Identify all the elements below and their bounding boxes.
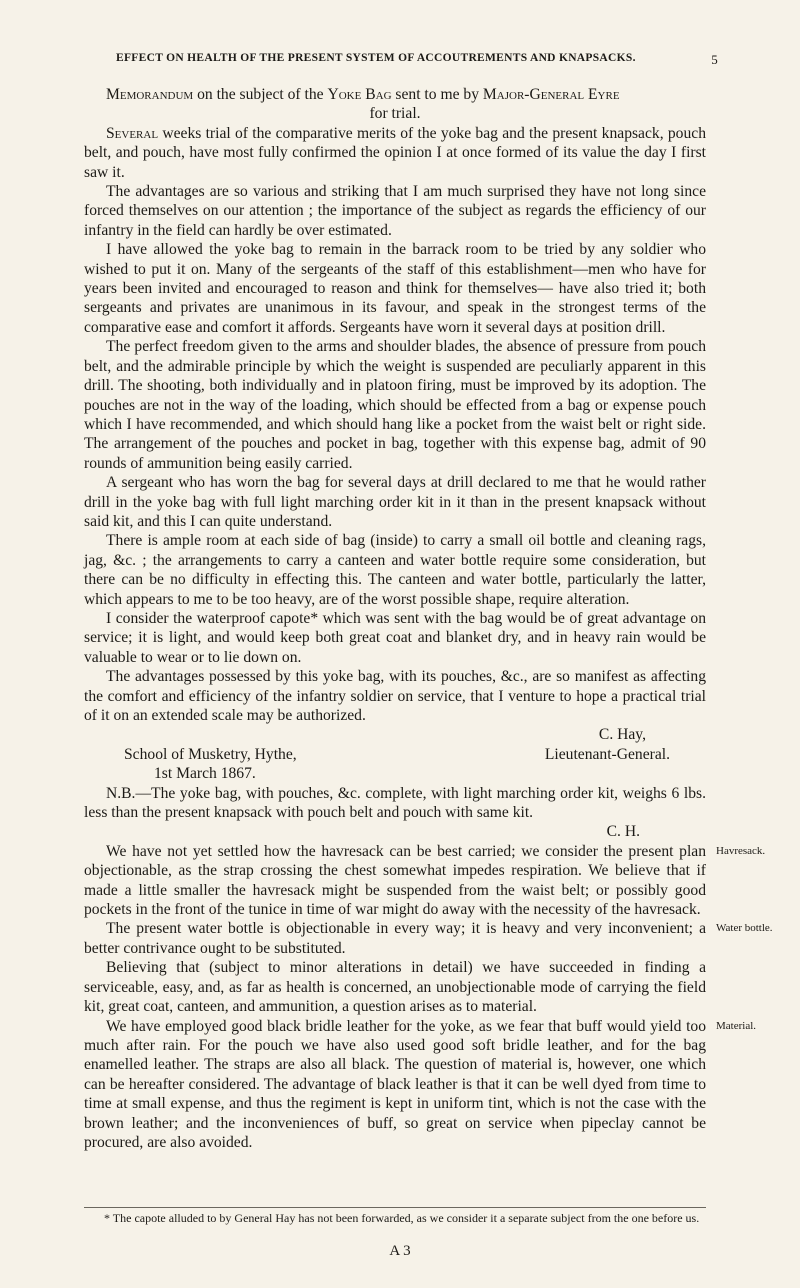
margin-note-havresack: Havresack. bbox=[716, 844, 766, 857]
signer-rank: Lieutenant-General. bbox=[544, 745, 670, 763]
section-water-bottle-text: The present water bottle is objectionable in every way; it is heavy and very inconvenient; a better contrivance ought to be substituted. bbox=[84, 920, 706, 957]
footnote-rule bbox=[84, 1207, 706, 1208]
memo-title-word-yoke-bag: Yoke Bag bbox=[327, 86, 392, 103]
memo-paragraph-7: I consider the waterproof capote* which was sent with the bag would be of great advantage on service; it is light, and would keep both great coat and blanket dry, and in heavy rain would be valuable to wear or to lie down on. bbox=[84, 609, 706, 666]
memo-title-word-memorandum: Memorandum bbox=[106, 86, 194, 103]
memo-title-text-1: on the subject of the bbox=[193, 86, 328, 103]
memo-paragraph-2: The advantages are so various and striking that I am much surprised they have not long since forced themselves on our attention ; the importance of the subject as regards the efficiency of our infantry in the field can hardly be over estimated. bbox=[84, 183, 706, 239]
nota-bene: N.B.—The yoke bag, with pouches, &c. complete, with light marching order kit, weighs 6 lbs. less than the present knapsack with pouch belt and pouch with same kit. bbox=[84, 784, 706, 822]
running-header bbox=[116, 52, 718, 67]
memo-title-word-general: Major-General Eyre bbox=[482, 86, 620, 103]
section-material bbox=[84, 1017, 757, 1153]
nota-bene-initials: C. H. bbox=[606, 823, 640, 841]
section-serviceable-text: Believing that (subject to minor alterations in detail) we have succeeded in finding a serviceable, easy, and, as far as health is concerned, an unobjectionable mode of carrying the field kit, great coat, canteen, and ammunition, a question arises as to material. bbox=[84, 959, 706, 1016]
memo-title-text-2: sent to me by bbox=[391, 86, 483, 103]
memo-paragraph-1-text: weeks trial of the comparative merits of the yoke bag and the present knapsack, pouch belt, and pouch, have most fully confirmed the opinion I at once formed of its value the day I first saw it. bbox=[84, 124, 706, 181]
section-water-bottle bbox=[84, 919, 773, 958]
body-text bbox=[84, 85, 773, 1152]
signer-date: 1st March 1867. bbox=[154, 765, 256, 783]
signer-name: C. Hay, bbox=[598, 726, 646, 744]
signature-mark: A 3 bbox=[389, 1243, 411, 1259]
signer-place: School of Musketry, Hythe, bbox=[124, 745, 297, 763]
memo-paragraph-5: A sergeant who has worn the bag for several days at drill declared to me that he would rather drill in the yoke bag with full light marching order kit in it than in the present knapsack without said kit, and this I can quite understand. bbox=[84, 474, 706, 530]
memo-paragraph-1-lead: Several bbox=[106, 124, 159, 142]
section-havresack-text: We have not yet settled how the havresack can be best carried; we consider the present plan objectionable, as the strap crossing the chest somewhat impedes respiration. We believe that if made a little smaller the havresack might be suspended from the waist belt; or possibly good pockets in the front of the tunice in time of war might do away with the necessity of the havresack. bbox=[84, 842, 706, 919]
section-havresack bbox=[84, 842, 766, 920]
memo-paragraph-3: I have allowed the yoke bag to remain in the barrack room to be tried by any soldier who wished to put it on. Many of the sergeants of the staff of this establishment—men who have for years been invited and encouraged to reason and think for themselves— have also tried it; both sergeants and privates are unanimous in its favour, and speak in the strongest terms of the comparative ease and comfort it affords. Sergeants have worn it several days at position drill. bbox=[84, 241, 706, 336]
page-number: 5 bbox=[711, 52, 718, 67]
memo-paragraph-1 bbox=[84, 124, 706, 182]
signer-row bbox=[84, 745, 706, 764]
margin-note-water-bottle: Water bottle. bbox=[716, 922, 773, 935]
memo-title-line-2: for trial. bbox=[369, 105, 421, 123]
section-serviceable bbox=[84, 958, 706, 1016]
memo-paragraph-6: There is ample room at each side of bag (inside) to carry a small oil bottle and cleaning rags, jag, &c. ; the arrangements to carry a canteen and water bottle require some consideration, but there can be no difficulty in effecting this. The canteen and water bottle, particularly the latter, which appears to me to be too heavy, are of the worst possible shape, require alteration. bbox=[84, 532, 706, 608]
memo-title bbox=[84, 85, 706, 104]
running-title: EFFECT ON HEALTH OF THE PRESENT SYSTEM OF ACCOUTREMENTS AND KNAPSACKS. bbox=[116, 52, 636, 64]
margin-note-material: Material. bbox=[716, 1019, 757, 1032]
footnote bbox=[84, 1211, 706, 1225]
section-material-text: We have employed good black bridle leather for the yoke, as we fear that buff would yield too much after rain. For the pouch we have also used good soft bridle leather, and for the bag enamelled leather. The straps are also all black. The question of material is, however, one which can be hereafter considered. The advantage of black leather is that it can be well dyed from time to time at small expense, and thus the regiment is kept in uniform tint, which is not the case with the brown leather; and the inconveniences of buff, so great on service when pipeclay cannot be procured, are also avoided. bbox=[84, 1017, 706, 1151]
memo-paragraph-8: The advantages possessed by this yoke bag, with its pouches, &c., are so manifest as affecting the comfort and efficiency of the infantry soldier on service, that I venture to hope a practical trial of it on an extended scale may be authorized. bbox=[84, 668, 706, 724]
footnote-text: * The capote alluded to by General Hay has not been forwarded, as we consider it a separate subject from the one before us. bbox=[104, 1211, 700, 1225]
memo-paragraph-4: The perfect freedom given to the arms and shoulder blades, the absence of pressure from pouch belt, and the admirable principle by which the weight is suspended are peculiarly apparent in this drill. The shooting, both individually and in platoon firing, must be improved by its adoption. The pouches are not in the way of the loading, which should be effected from a bag or expense pouch which I have recommended, and which should hang like a pocket from the waist belt or right side. The arrangement of the pouches and pocket in bag, together with this expense bag, admit of 90 rounds of ammunition being easily carried. bbox=[84, 338, 706, 472]
